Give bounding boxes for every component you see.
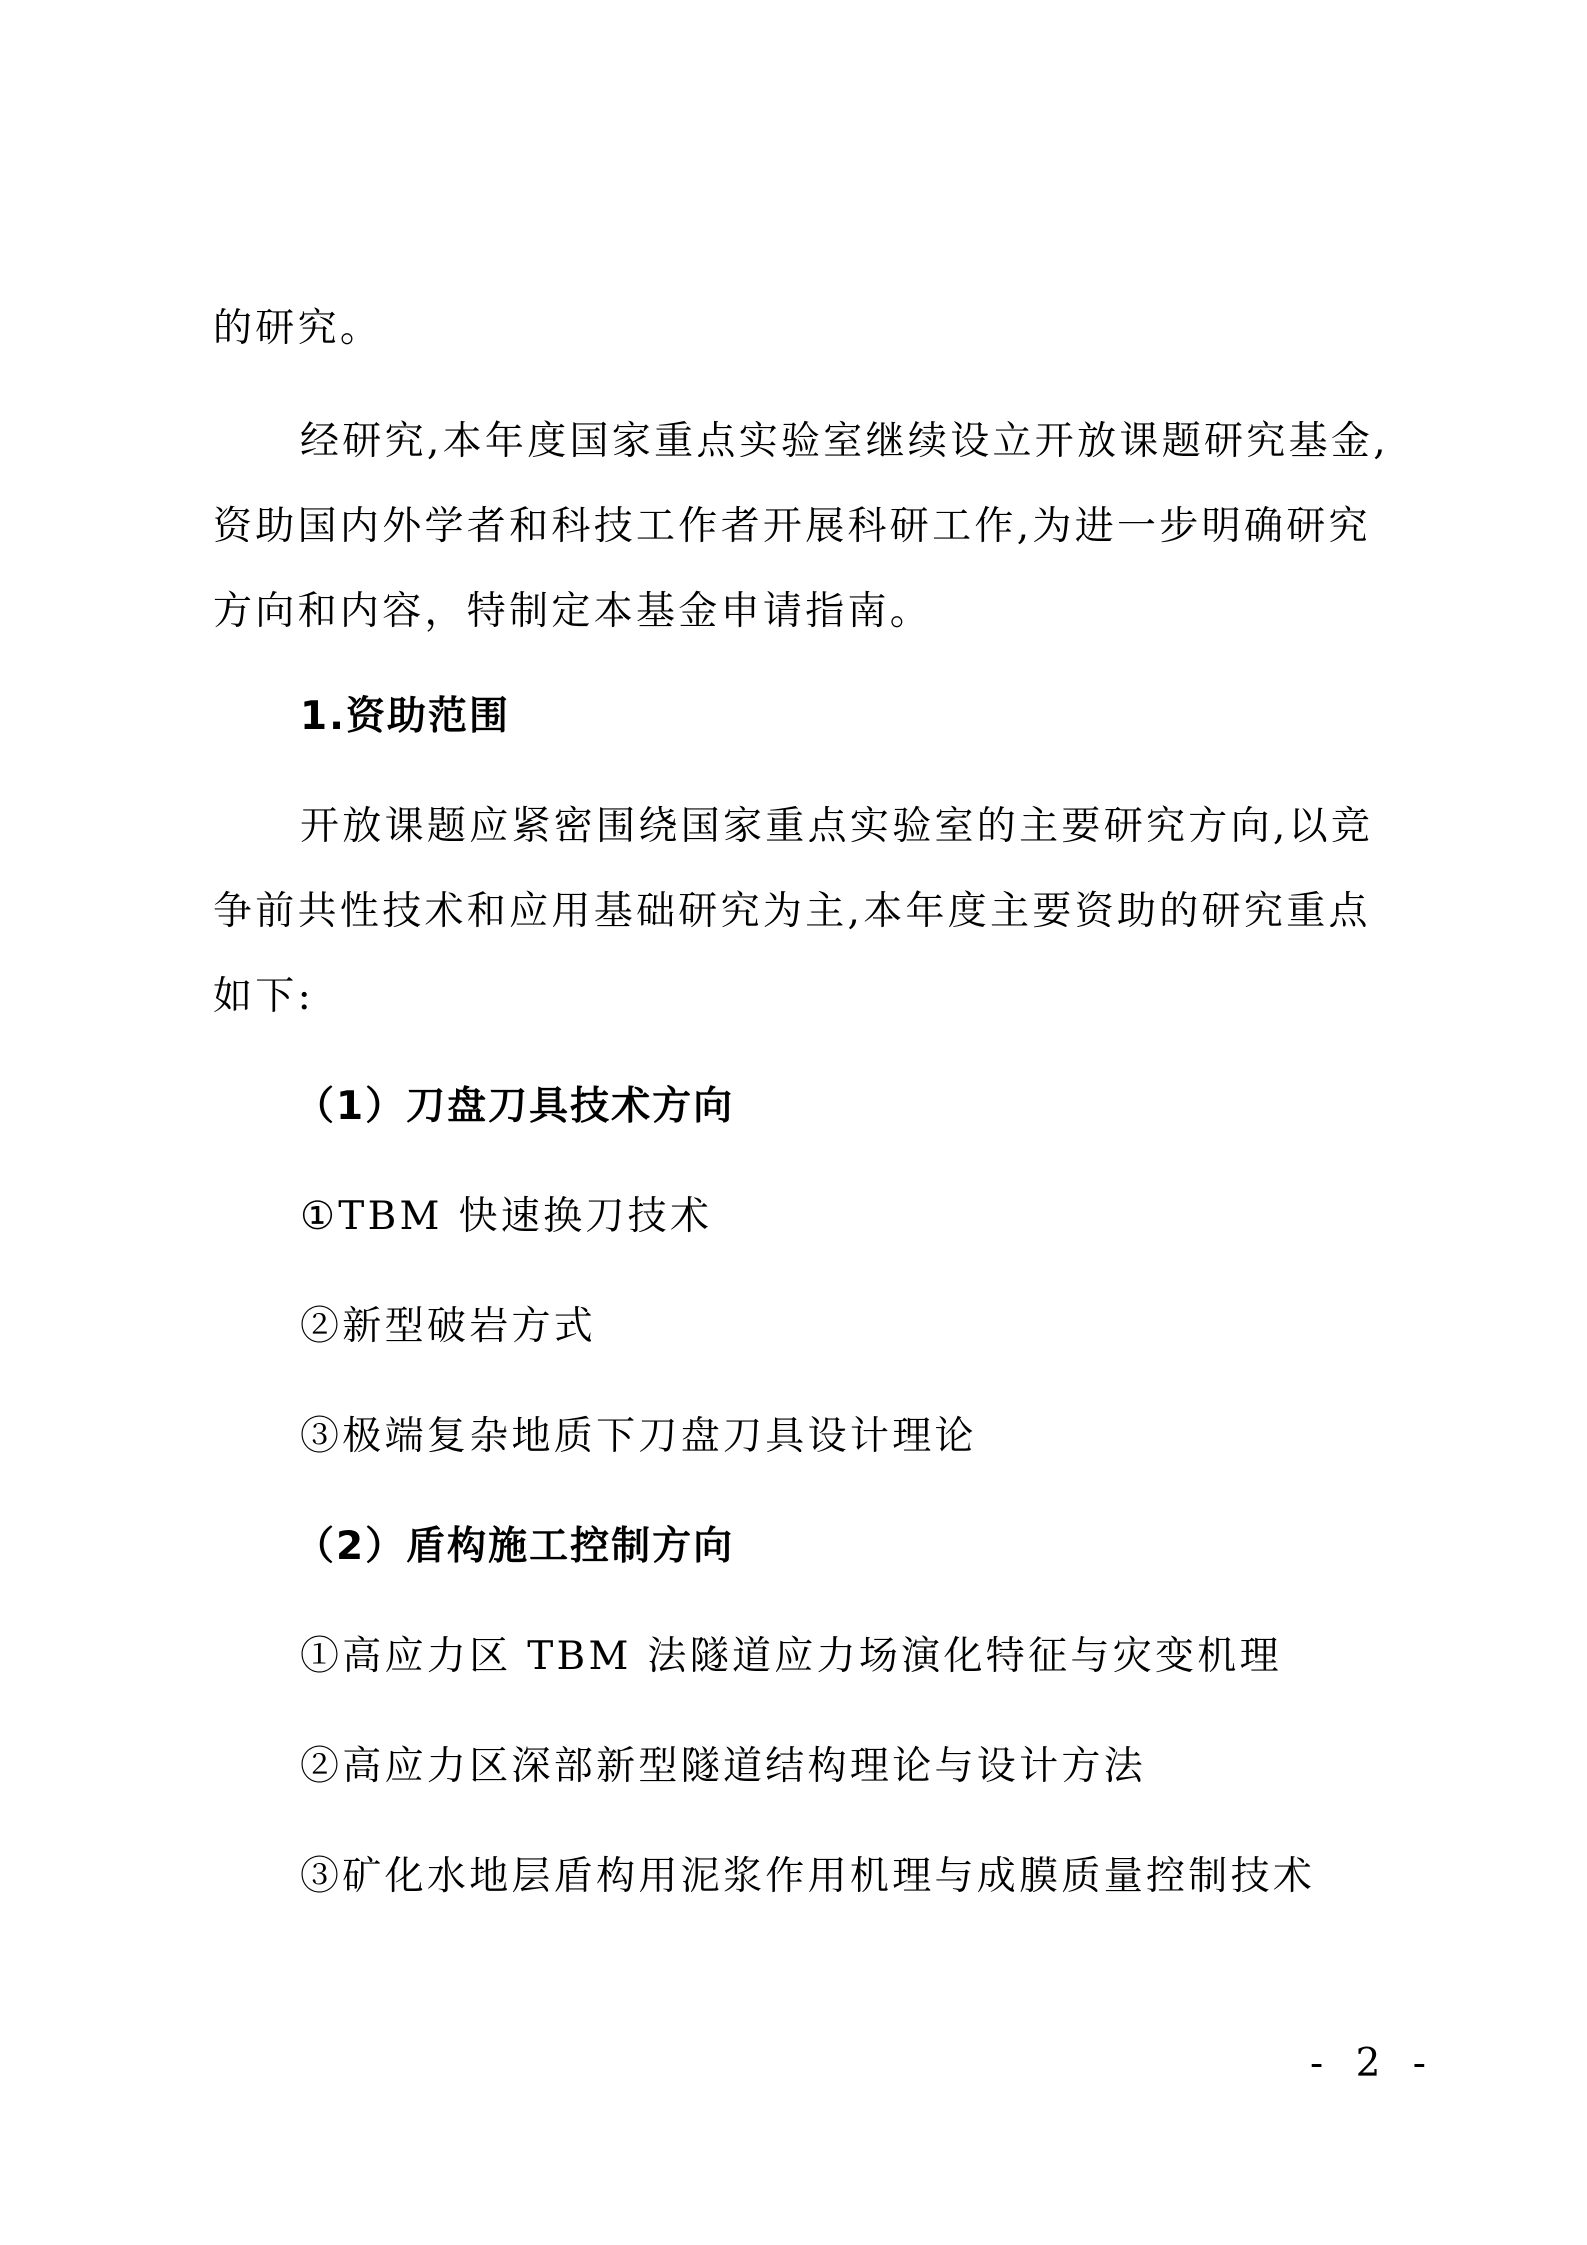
intro-paragraph-line-3: 方向和内容，特制定本基金申请指南。 [213, 589, 933, 634]
list-item: ②新型破岩方式 [300, 1304, 597, 1349]
scope-paragraph-line-3: 如下: [213, 974, 315, 1019]
list-item: ③矿化水地层盾构用泥浆作用机理与成膜质量控制技术 [300, 1854, 1316, 1899]
page-number: - 2 - [1310, 2041, 1436, 2086]
paragraph-continuation-line: 的研究。 [213, 306, 383, 351]
subsection-heading-cutterhead: （1）刀盘刀具技术方向 [295, 1084, 735, 1129]
intro-paragraph-line-1: 经研究,本年度国家重点实验室继续设立开放课题研究基金, [300, 419, 1389, 464]
list-item: ①TBM 快速换刀技术 [300, 1194, 713, 1239]
subsection-heading-shield-construction: （2）盾构施工控制方向 [295, 1524, 735, 1569]
intro-paragraph-line-2: 资助国内外学者和科技工作者开展科研工作,为进一步明确研究 [213, 504, 1371, 549]
list-item: ②高应力区深部新型隧道结构理论与设计方法 [300, 1744, 1147, 1789]
section-heading-funding-scope: 1.资助范围 [300, 694, 510, 739]
scope-paragraph-line-1: 开放课题应紧密围绕国家重点实验室的主要研究方向,以竞 [300, 804, 1374, 849]
list-item: ①高应力区 TBM 法隧道应力场演化特征与灾变机理 [300, 1634, 1282, 1679]
scope-paragraph-line-2: 争前共性技术和应用基础研究为主,本年度主要资助的研究重点 [213, 889, 1371, 934]
list-item: ③极端复杂地质下刀盘刀具设计理论 [300, 1414, 977, 1459]
